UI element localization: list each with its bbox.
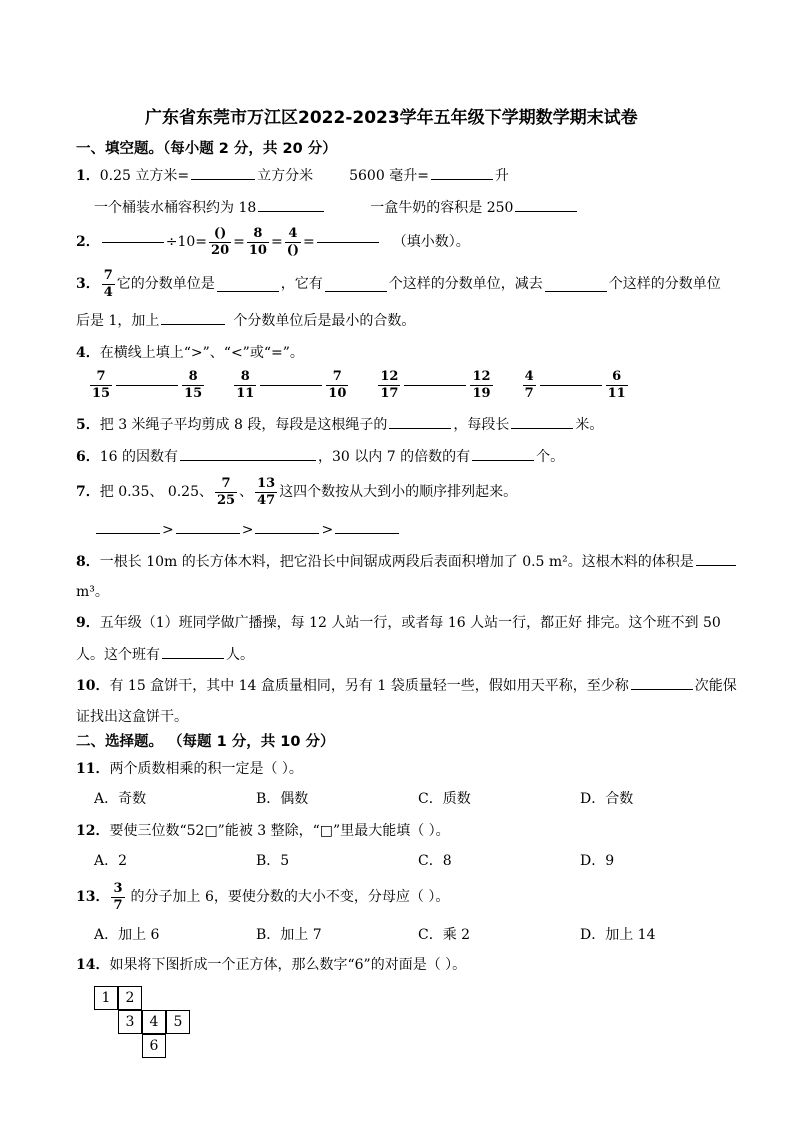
question-1-line2 xyxy=(94,201,579,215)
answer-blank[interactable] xyxy=(317,241,379,243)
section-1-heading: 一、填空题。（每小题 2 分，共 20 分） xyxy=(76,141,337,157)
question-2 xyxy=(76,224,470,260)
fraction: $\frac{7}{4}$ xyxy=(103,267,113,300)
q-number: 13． xyxy=(76,889,110,905)
option-b[interactable]: B．偶数 xyxy=(256,791,309,807)
answer-blank[interactable] xyxy=(540,385,602,386)
fraction: $\frac{()}{20}$ xyxy=(211,225,230,258)
q-number: 8． xyxy=(76,554,100,570)
cube-face: 5 xyxy=(166,1010,190,1034)
answer-blank[interactable] xyxy=(116,385,178,386)
q-text: ，每段长 xyxy=(453,417,510,433)
question-3-line2 xyxy=(76,314,415,328)
q-text: = xyxy=(233,234,245,250)
question-14 xyxy=(76,958,466,972)
fraction: $\frac{7}{25}$ xyxy=(217,475,236,508)
answer-blank[interactable] xyxy=(217,290,279,292)
cube-face: 6 xyxy=(142,1034,166,1058)
question-9 xyxy=(76,616,721,630)
q-text: 这四个数按从大到小的顺序排列起来。 xyxy=(279,484,518,500)
q-number: 12． xyxy=(76,823,110,839)
question-4 xyxy=(76,346,304,360)
q-text: 个这样的分数单位 xyxy=(608,276,721,292)
q-text: 立方分米 xyxy=(257,168,314,184)
q-text: 一盒牛奶的容积是 250 xyxy=(370,200,514,216)
q-number: 1． xyxy=(76,168,100,184)
question-9-line2 xyxy=(76,648,254,662)
answer-blank[interactable] xyxy=(180,459,316,461)
question-12 xyxy=(76,824,450,838)
q-text: 5600 毫升= xyxy=(349,168,429,184)
answer-blank[interactable] xyxy=(696,564,736,566)
q-number: 11． xyxy=(76,761,110,777)
q-number: 7． xyxy=(76,484,100,500)
question-5 xyxy=(76,418,603,432)
q-text: 人。这个班有 xyxy=(76,647,160,663)
fraction: $\frac{8}{10}$ xyxy=(248,225,267,258)
answer-blank[interactable] xyxy=(325,290,387,292)
answer-blank[interactable] xyxy=(255,532,319,534)
q-number: 14． xyxy=(76,957,110,973)
answer-blank[interactable] xyxy=(161,323,225,325)
compare-pair-1: $\frac{7}{15}$ $\frac{8}{15}$ xyxy=(92,368,203,401)
q-text: 米。 xyxy=(575,417,604,433)
answer-blank[interactable] xyxy=(404,385,466,386)
q-text: 次能保 xyxy=(694,678,737,694)
q-number: 2． xyxy=(76,234,100,250)
option-a[interactable]: A．2 xyxy=(94,853,128,869)
q-text: ÷10= xyxy=(165,234,208,250)
q-text: ，它有 xyxy=(280,276,323,292)
option-a[interactable]: A．奇数 xyxy=(94,791,147,807)
answer-blank[interactable] xyxy=(260,385,322,386)
q-text: 16 的因数有 xyxy=(99,449,179,465)
fraction: $\frac{4}{()}$ xyxy=(286,225,299,258)
answer-blank[interactable] xyxy=(176,532,240,534)
cube-face: 4 xyxy=(142,1010,166,1034)
q-number: 3． xyxy=(76,276,100,292)
q-text: 把 3 米绳子平均剪成 8 段，每段是这根绳子的 xyxy=(99,417,388,433)
option-d[interactable]: D．加上 14 xyxy=(580,927,656,943)
option-b[interactable]: B．加上 7 xyxy=(256,927,322,943)
gt-sign: > xyxy=(162,522,174,538)
answer-blank[interactable] xyxy=(515,210,577,212)
comparison-row xyxy=(88,368,630,402)
option-c[interactable]: C．8 xyxy=(418,853,452,869)
answer-blank[interactable] xyxy=(191,178,255,180)
cube-face: 3 xyxy=(118,1010,142,1034)
section-2-heading: 二、选择题。 （每题 1 分，共 10 分） xyxy=(76,734,335,750)
option-a[interactable]: A．加上 6 xyxy=(94,927,160,943)
q-text: 个。 xyxy=(536,449,565,465)
answer-blank[interactable] xyxy=(631,688,693,690)
cube-net-diagram xyxy=(94,986,194,1060)
q-text: 一个桶装水桶容积约为 18 xyxy=(94,200,257,216)
question-13 xyxy=(76,878,449,916)
q-text: 人。 xyxy=(226,647,254,663)
question-7-answer-row xyxy=(94,523,401,537)
answer-blank[interactable] xyxy=(335,532,399,534)
q-text: 两个质数相乘的积一定是（ ）。 xyxy=(109,761,303,777)
q-text: 个这样的分数单位，减去 xyxy=(388,276,543,292)
q-text: 个分数单位后是最小的合数。 xyxy=(233,313,416,329)
q-text: 、 xyxy=(239,484,254,500)
q-number: 5． xyxy=(76,417,100,433)
q-text: 五年级（1）班同学做广播操，每 12 人站一行，或者每 16 人站一行，都正好 排完。这个班不到 50 xyxy=(99,615,721,631)
cube-face: 1 xyxy=(94,986,118,1010)
q-text: 要使三位数“52□”能被 3 整除，“□”里最大能填（ ）。 xyxy=(109,823,450,839)
answer-blank[interactable] xyxy=(389,427,451,429)
answer-blank[interactable] xyxy=(162,657,224,659)
q-text: （填小数）。 xyxy=(392,234,470,250)
fraction: $\frac{3}{7}$ xyxy=(113,880,123,913)
q-text: = xyxy=(270,234,283,250)
page-title: 广东省东莞市万江区2022-2023学年五年级下学期数学期末试卷 xyxy=(145,108,638,128)
q-number: 4． xyxy=(76,345,100,361)
answer-blank[interactable] xyxy=(545,290,607,292)
answer-blank[interactable] xyxy=(96,532,160,534)
option-d[interactable]: D．合数 xyxy=(580,791,634,807)
q-text: 把 0.35、 0.25、 xyxy=(99,484,213,500)
q-text: 有 15 盒饼干，其中 14 盒质量相同，另有 1 袋质量轻一些，假如用天平称，至少称 xyxy=(109,678,629,694)
question-1 xyxy=(76,169,509,183)
q-text: 升 xyxy=(494,168,509,184)
answer-blank[interactable] xyxy=(102,241,164,243)
option-d[interactable]: D．9 xyxy=(580,853,615,869)
question-8 xyxy=(76,555,738,569)
q-text: m³。 xyxy=(76,584,109,600)
answer-blank[interactable] xyxy=(431,178,493,180)
question-7 xyxy=(76,474,517,510)
gt-sign: > xyxy=(241,522,254,538)
question-3 xyxy=(76,266,721,302)
answer-blank[interactable] xyxy=(511,427,573,429)
question-11 xyxy=(76,762,303,776)
q-text: = xyxy=(303,234,315,250)
q-text: 后是 1，加上 xyxy=(76,313,160,329)
q-text: 在横线上填上“>”、“<”或“=”。 xyxy=(99,345,304,361)
answer-blank[interactable] xyxy=(258,210,324,212)
q-text: 的分子加上 6，要使分数的大小不变，分母应（ ）。 xyxy=(130,889,450,905)
question-10-line2 xyxy=(76,710,188,724)
q-text: ，30 以内 7 的倍数的有 xyxy=(318,449,471,465)
q-number: 9． xyxy=(76,615,100,631)
option-c[interactable]: C．乘 2 xyxy=(418,927,471,943)
cube-face: 2 xyxy=(118,986,142,1010)
compare-pair-3: $\frac{12}{17}$ $\frac{12}{19}$ xyxy=(380,368,491,401)
q-number: 6． xyxy=(76,449,100,465)
q-text: 如果将下图折成一个正方体，那么数字“6”的对面是（ ）。 xyxy=(109,957,467,973)
question-10 xyxy=(76,679,737,693)
compare-pair-4: $\frac{4}{7}$ $\frac{6}{11}$ xyxy=(524,368,626,401)
q-text: 证找出这盒饼干。 xyxy=(76,709,188,725)
q-text: 它的分数单位是 xyxy=(116,276,215,292)
compare-pair-2: $\frac{8}{11}$ $\frac{7}{10}$ xyxy=(236,368,347,401)
option-c[interactable]: C．质数 xyxy=(418,791,471,807)
q-text: 一根长 10m 的长方体木料，把它沿长中间锯成两段后表面积增加了 0.5 m²。这根木料的体积是 xyxy=(99,554,694,570)
option-b[interactable]: B．5 xyxy=(256,853,290,869)
q-number: 10． xyxy=(76,678,110,694)
fraction: $\frac{13}{47}$ xyxy=(257,475,276,508)
gt-sign: > xyxy=(321,522,334,538)
question-8-line2 xyxy=(76,585,109,599)
question-6 xyxy=(76,450,564,464)
answer-blank[interactable] xyxy=(472,459,534,461)
q-text: 0.25 立方米= xyxy=(99,168,190,184)
